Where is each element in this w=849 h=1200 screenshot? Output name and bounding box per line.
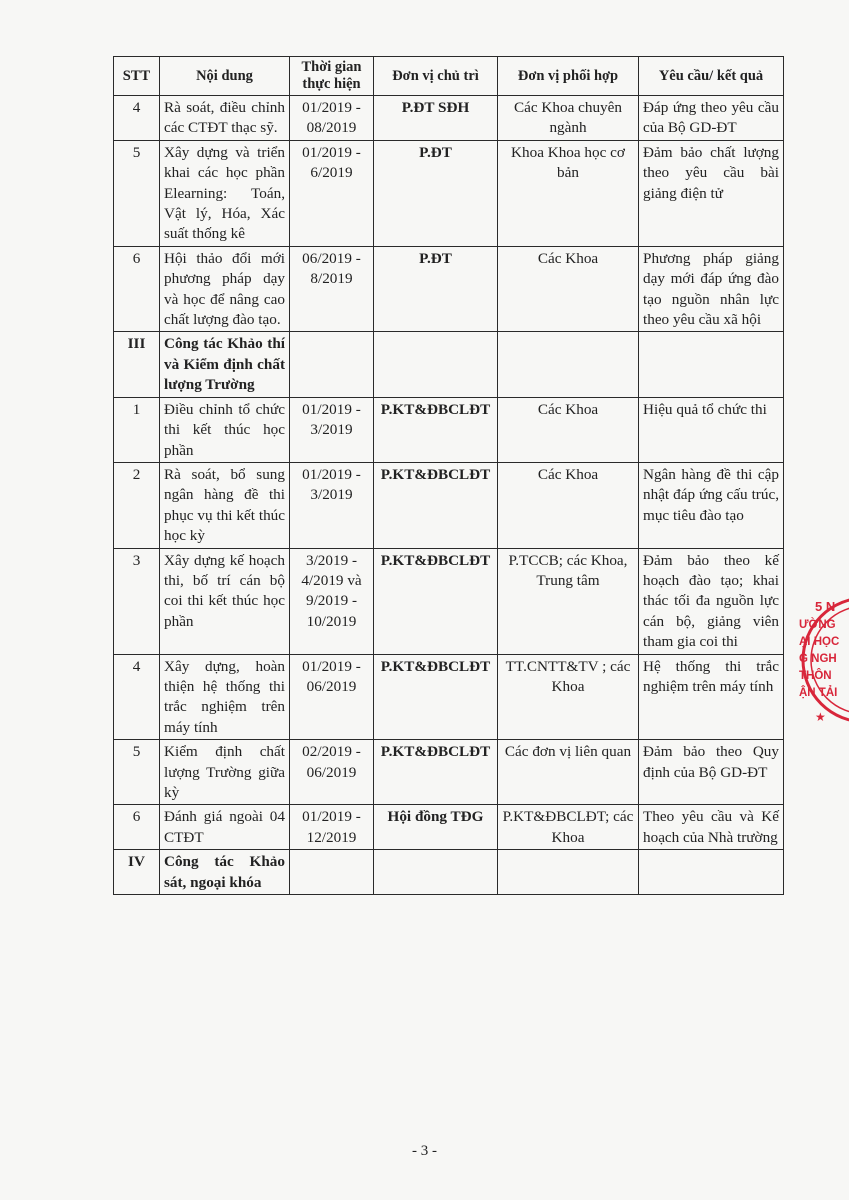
cell-noi-dung: Xây dựng, hoàn thiện hệ thống thi trắc nghiệm trên máy tính: [160, 654, 290, 740]
cell-noi-dung: Rà soát, điều chỉnh các CTĐT thạc sỹ.: [160, 96, 290, 141]
seal-graphic: [799, 598, 849, 724]
cell-chu-tri: P.KT&ĐBCLĐT: [374, 740, 498, 805]
seal-text-line: THÔN: [799, 670, 832, 682]
cell-yeu-cau: Đảm bảo theo kế hoạch đào tạo; khai thác tối đa nguồn lực cán bộ, giảng viên tham gia coi thi: [639, 548, 784, 654]
cell-yeu-cau: Hệ thống thi trắc nghiệm trên máy tính: [639, 654, 784, 740]
header-chu-tri: Đơn vị chủ trì: [374, 57, 498, 96]
cell-yeu-cau: Ngân hàng đề thi cập nhật đáp ứng cấu trúc, mục tiêu đào tạo: [639, 462, 784, 548]
cell-noi-dung: Công tác Khảo sát, ngoại khóa: [160, 850, 290, 895]
section-row: [114, 850, 784, 895]
cell-thoi-gian: 01/2019 - 08/2019: [290, 96, 374, 141]
plan-table: [113, 56, 784, 895]
cell-chu-tri: P.ĐT: [374, 140, 498, 246]
cell-yeu-cau: Đảm bảo chất lượng theo yêu cầu bài giảng điện tử: [639, 140, 784, 246]
cell-yeu-cau: Theo yêu cầu và Kế hoạch của Nhà trường: [639, 805, 784, 850]
table-row: [114, 246, 784, 332]
cell-stt: IV: [114, 850, 160, 895]
seal-star-icon: ★: [815, 710, 826, 724]
cell-noi-dung: Đánh giá ngoài 04 CTĐT: [160, 805, 290, 850]
cell-noi-dung: Rà soát, bổ sung ngân hàng đề thi phục vụ thi kết thúc học kỳ: [160, 462, 290, 548]
cell-phoi-hop: Các đơn vị liên quan: [498, 740, 639, 805]
cell-thoi-gian: 01/2019 - 6/2019: [290, 140, 374, 246]
cell-yeu-cau: Đáp ứng theo yêu cầu của Bộ GD-ĐT: [639, 96, 784, 141]
cell-thoi-gian: 01/2019 - 06/2019: [290, 654, 374, 740]
section-row: [114, 332, 784, 397]
cell-thoi-gian: [290, 332, 374, 397]
cell-thoi-gian: [290, 850, 374, 895]
table-row: [114, 462, 784, 548]
cell-thoi-gian: 01/2019 - 3/2019: [290, 397, 374, 462]
header-stt: STT: [114, 57, 160, 96]
cell-noi-dung: Xây dựng kế hoạch thi, bố trí cán bộ coi thi kết thúc học phần: [160, 548, 290, 654]
header-noi-dung: Nội dung: [160, 57, 290, 96]
cell-stt: 6: [114, 805, 160, 850]
seal-text-line: ƯỜNG: [799, 619, 836, 631]
cell-noi-dung: Xây dựng và triển khai các học phần Elearning: Toán, Vật lý, Hóa, Xác suất thống kê: [160, 140, 290, 246]
header-yeu-cau: Yêu cầu/ kết quả: [639, 57, 784, 96]
cell-chu-tri: [374, 332, 498, 397]
cell-thoi-gian: 06/2019 - 8/2019: [290, 246, 374, 332]
cell-chu-tri: [374, 850, 498, 895]
page-number: - 3 -: [412, 1143, 437, 1159]
header-phoi-hop: Đơn vị phối hợp: [498, 57, 639, 96]
cell-stt: III: [114, 332, 160, 397]
cell-stt: 1: [114, 397, 160, 462]
cell-yeu-cau: Phương pháp giảng dạy mới đáp ứng đào tạo nguồn nhân lực theo yêu cầu xã hội: [639, 246, 784, 332]
seal-text-line: ẠI HỌC: [799, 636, 840, 648]
cell-phoi-hop: Các Khoa: [498, 462, 639, 548]
cell-chu-tri: P.KT&ĐBCLĐT: [374, 397, 498, 462]
cell-thoi-gian: 3/2019 - 4/2019 và 9/2019 - 10/2019: [290, 548, 374, 654]
seal-text-line: 5 N: [815, 599, 836, 614]
cell-chu-tri: Hội đồng TĐG: [374, 805, 498, 850]
cell-stt: 2: [114, 462, 160, 548]
cell-chu-tri: P.ĐT: [374, 246, 498, 332]
table-row: [114, 740, 784, 805]
table-row: [114, 397, 784, 462]
cell-stt: 5: [114, 740, 160, 805]
cell-yeu-cau: Đảm bảo theo Quy định của Bộ GD-ĐT: [639, 740, 784, 805]
cell-noi-dung: Điều chỉnh tổ chức thi kết thúc học phần: [160, 397, 290, 462]
cell-phoi-hop: Khoa Khoa học cơ bản: [498, 140, 639, 246]
table-row: [114, 654, 784, 740]
cell-phoi-hop: P.KT&ĐBCLĐT; các Khoa: [498, 805, 639, 850]
cell-stt: 6: [114, 246, 160, 332]
cell-thoi-gian: 02/2019 - 06/2019: [290, 740, 374, 805]
cell-phoi-hop: [498, 850, 639, 895]
table-row: [114, 96, 784, 141]
cell-chu-tri: P.KT&ĐBCLĐT: [374, 462, 498, 548]
cell-stt: 3: [114, 548, 160, 654]
cell-stt: 4: [114, 96, 160, 141]
table-body: [114, 96, 784, 895]
cell-chu-tri: P.KT&ĐBCLĐT: [374, 548, 498, 654]
cell-stt: 4: [114, 654, 160, 740]
header-thoi-gian: Thời gian thực hiện: [290, 57, 374, 96]
table-header-row: [114, 57, 784, 96]
table-row: [114, 548, 784, 654]
cell-yeu-cau: [639, 332, 784, 397]
seal-text-line: G NGH: [799, 653, 837, 665]
cell-noi-dung: Hội thảo đổi mới phương pháp dạy và học để nâng cao chất lượng đào tạo.: [160, 246, 290, 332]
cell-noi-dung: Công tác Khảo thí và Kiểm định chất lượng Trường: [160, 332, 290, 397]
seal-text-line: ẬN TẢI: [799, 687, 838, 699]
cell-phoi-hop: Các Khoa: [498, 246, 639, 332]
cell-phoi-hop: Các Khoa chuyên ngành: [498, 96, 639, 141]
cell-phoi-hop: [498, 332, 639, 397]
cell-yeu-cau: Hiệu quả tổ chức thi: [639, 397, 784, 462]
cell-thoi-gian: 01/2019 - 3/2019: [290, 462, 374, 548]
cell-thoi-gian: 01/2019 - 12/2019: [290, 805, 374, 850]
cell-yeu-cau: [639, 850, 784, 895]
cell-phoi-hop: TT.CNTT&TV ; các Khoa: [498, 654, 639, 740]
table-row: [114, 805, 784, 850]
table-row: [114, 140, 784, 246]
cell-chu-tri: P.ĐT SĐH: [374, 96, 498, 141]
red-seal-stamp: [795, 585, 849, 735]
cell-noi-dung: Kiểm định chất lượng Trường giữa kỳ: [160, 740, 290, 805]
cell-chu-tri: P.KT&ĐBCLĐT: [374, 654, 498, 740]
cell-stt: 5: [114, 140, 160, 246]
cell-phoi-hop: P.TCCB; các Khoa, Trung tâm: [498, 548, 639, 654]
cell-phoi-hop: Các Khoa: [498, 397, 639, 462]
